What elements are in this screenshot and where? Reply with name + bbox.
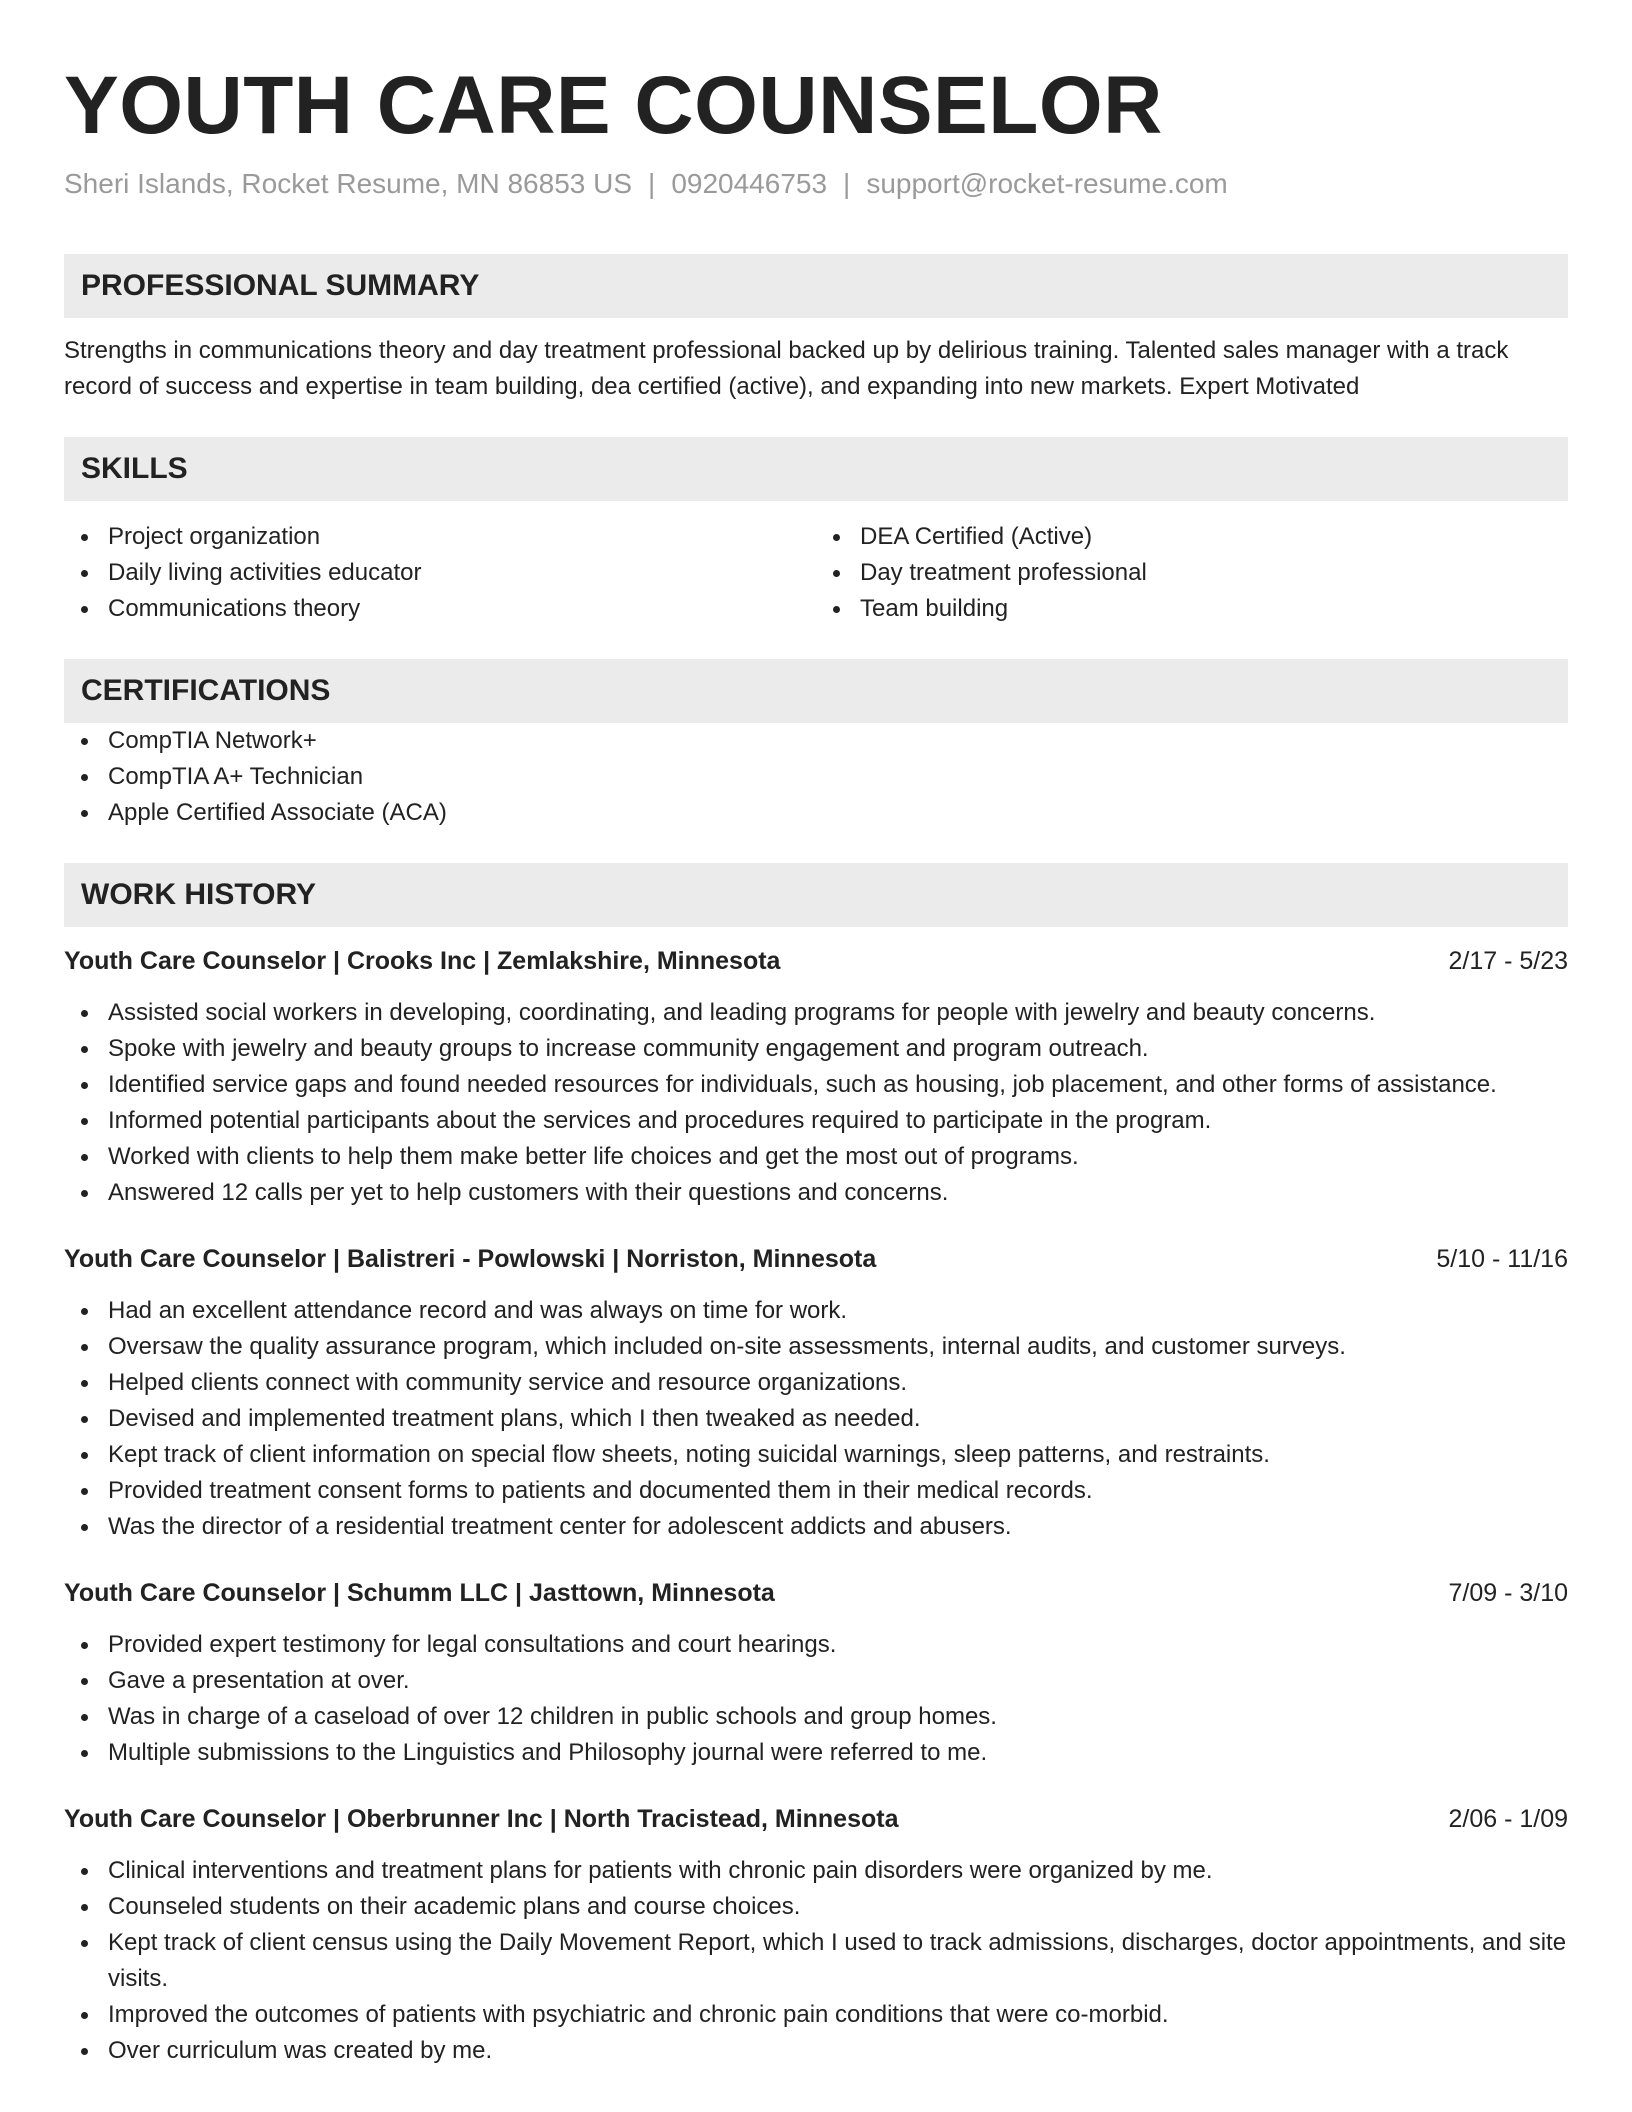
summary-text: Strengths in communications theory and day treatment professional backed up by delirious training. Talented sales manager with a track record of success and expertise in team building, dea certified (active), and expanding into new markets. Expert Motivated bbox=[64, 337, 1509, 400]
job-entry bbox=[64, 1575, 1568, 1771]
job-title: Youth Care Counselor | Schumm LLC | Jasttown, Minnesota bbox=[64, 1579, 775, 1607]
skill-item: Team building bbox=[816, 591, 1568, 627]
job-bullets bbox=[64, 995, 1568, 1211]
job-bullet: Answered 12 calls per yet to help customers with their questions and concerns. bbox=[64, 1175, 1568, 1211]
resume-name: YOUTH CARE COUNSELOR bbox=[64, 60, 1163, 151]
job-entry bbox=[64, 943, 1568, 1211]
job-bullet: Was in charge of a caseload of over 12 children in public schools and group homes. bbox=[64, 1699, 1568, 1735]
job-header bbox=[64, 943, 1568, 979]
job-title: Youth Care Counselor | Oberbrunner Inc | North Tracistead, Minnesota bbox=[64, 1805, 899, 1833]
job-header bbox=[64, 1801, 1568, 1837]
job-bullet: Provided expert testimony for legal consultations and court hearings. bbox=[64, 1627, 1568, 1663]
certifications-heading: CERTIFICATIONS bbox=[64, 659, 1568, 723]
contact-separator: | bbox=[648, 168, 656, 199]
job-bullet: Multiple submissions to the Linguistics and Philosophy journal were referred to me. bbox=[64, 1735, 1568, 1771]
job-bullet: Devised and implemented treatment plans, which I then tweaked as needed. bbox=[64, 1401, 1568, 1437]
contact-separator: | bbox=[843, 168, 851, 199]
certification-item: CompTIA A+ Technician bbox=[64, 759, 1568, 795]
certifications-list bbox=[64, 723, 1568, 831]
job-dates: 5/10 - 11/16 bbox=[1436, 1245, 1568, 1273]
skills-column-left bbox=[64, 519, 816, 627]
job-dates: 2/17 - 5/23 bbox=[1448, 947, 1568, 975]
job-bullet: Had an excellent attendance record and was always on time for work. bbox=[64, 1293, 1568, 1329]
skills-column-right bbox=[816, 519, 1568, 627]
contact-phone: 0920446753 bbox=[671, 168, 828, 199]
job-bullet: Clinical interventions and treatment plans for patients with chronic pain disorders were organized by me. bbox=[64, 1853, 1568, 1889]
job-dates: 7/09 - 3/10 bbox=[1448, 1579, 1568, 1607]
job-bullet: Counseled students on their academic plans and course choices. bbox=[64, 1889, 1568, 1925]
job-bullet: Worked with clients to help them make better life choices and get the most out of programs. bbox=[64, 1139, 1568, 1175]
skills-grid bbox=[64, 519, 1568, 627]
job-bullet: Was the director of a residential treatment center for adolescent addicts and abusers. bbox=[64, 1509, 1568, 1545]
contact-address: Sheri Islands, Rocket Resume, MN 86853 US bbox=[64, 168, 633, 199]
job-bullets bbox=[64, 1853, 1568, 2069]
skills-list-right bbox=[816, 519, 1568, 627]
job-title: Youth Care Counselor | Crooks Inc | Zemlakshire, Minnesota bbox=[64, 947, 781, 975]
certification-item: CompTIA Network+ bbox=[64, 723, 1568, 759]
certification-item: Apple Certified Associate (ACA) bbox=[64, 795, 1568, 831]
skills-heading: SKILLS bbox=[64, 437, 1568, 501]
job-entry bbox=[64, 1241, 1568, 1545]
job-bullet: Helped clients connect with community service and resource organizations. bbox=[64, 1365, 1568, 1401]
contact-line bbox=[64, 164, 1568, 204]
job-bullet: Kept track of client information on special flow sheets, noting suicidal warnings, sleep patterns, and restraints. bbox=[64, 1437, 1568, 1473]
job-header bbox=[64, 1575, 1568, 1611]
skill-item: Day treatment professional bbox=[816, 555, 1568, 591]
job-bullet: Oversaw the quality assurance program, which included on-site assessments, internal audits, and customer surveys. bbox=[64, 1329, 1568, 1365]
job-title: Youth Care Counselor | Balistreri - Powlowski | Norriston, Minnesota bbox=[64, 1245, 877, 1273]
job-dates: 2/06 - 1/09 bbox=[1448, 1805, 1568, 1833]
summary-heading: PROFESSIONAL SUMMARY bbox=[64, 254, 1568, 318]
job-bullet: Provided treatment consent forms to patients and documented them in their medical records. bbox=[64, 1473, 1568, 1509]
job-bullet: Assisted social workers in developing, coordinating, and leading programs for people with jewelry and beauty concerns. bbox=[64, 995, 1568, 1031]
job-bullet: Informed potential participants about the services and procedures required to participate in the program. bbox=[64, 1103, 1568, 1139]
skill-item: Communications theory bbox=[64, 591, 816, 627]
job-bullet: Kept track of client census using the Daily Movement Report, which I used to track admissions, discharges, doctor appointments, and site visits. bbox=[64, 1925, 1568, 1997]
job-entry bbox=[64, 1801, 1568, 2069]
job-bullets bbox=[64, 1627, 1568, 1771]
job-header bbox=[64, 1241, 1568, 1277]
job-bullet: Identified service gaps and found needed resources for individuals, such as housing, job placement, and other forms of assistance. bbox=[64, 1067, 1568, 1103]
job-bullet: Improved the outcomes of patients with psychiatric and chronic pain conditions that were co-morbid. bbox=[64, 1997, 1568, 2033]
job-bullet: Over curriculum was created by me. bbox=[64, 2033, 1568, 2069]
skill-item: DEA Certified (Active) bbox=[816, 519, 1568, 555]
skill-item: Project organization bbox=[64, 519, 816, 555]
work-history-heading: WORK HISTORY bbox=[64, 863, 1568, 927]
job-bullet: Spoke with jewelry and beauty groups to increase community engagement and program outreach. bbox=[64, 1031, 1568, 1067]
job-bullet: Gave a presentation at over. bbox=[64, 1663, 1568, 1699]
job-bullets bbox=[64, 1293, 1568, 1545]
contact-email: support@rocket-resume.com bbox=[866, 168, 1228, 199]
skills-list-left bbox=[64, 519, 816, 627]
skill-item: Daily living activities educator bbox=[64, 555, 816, 591]
